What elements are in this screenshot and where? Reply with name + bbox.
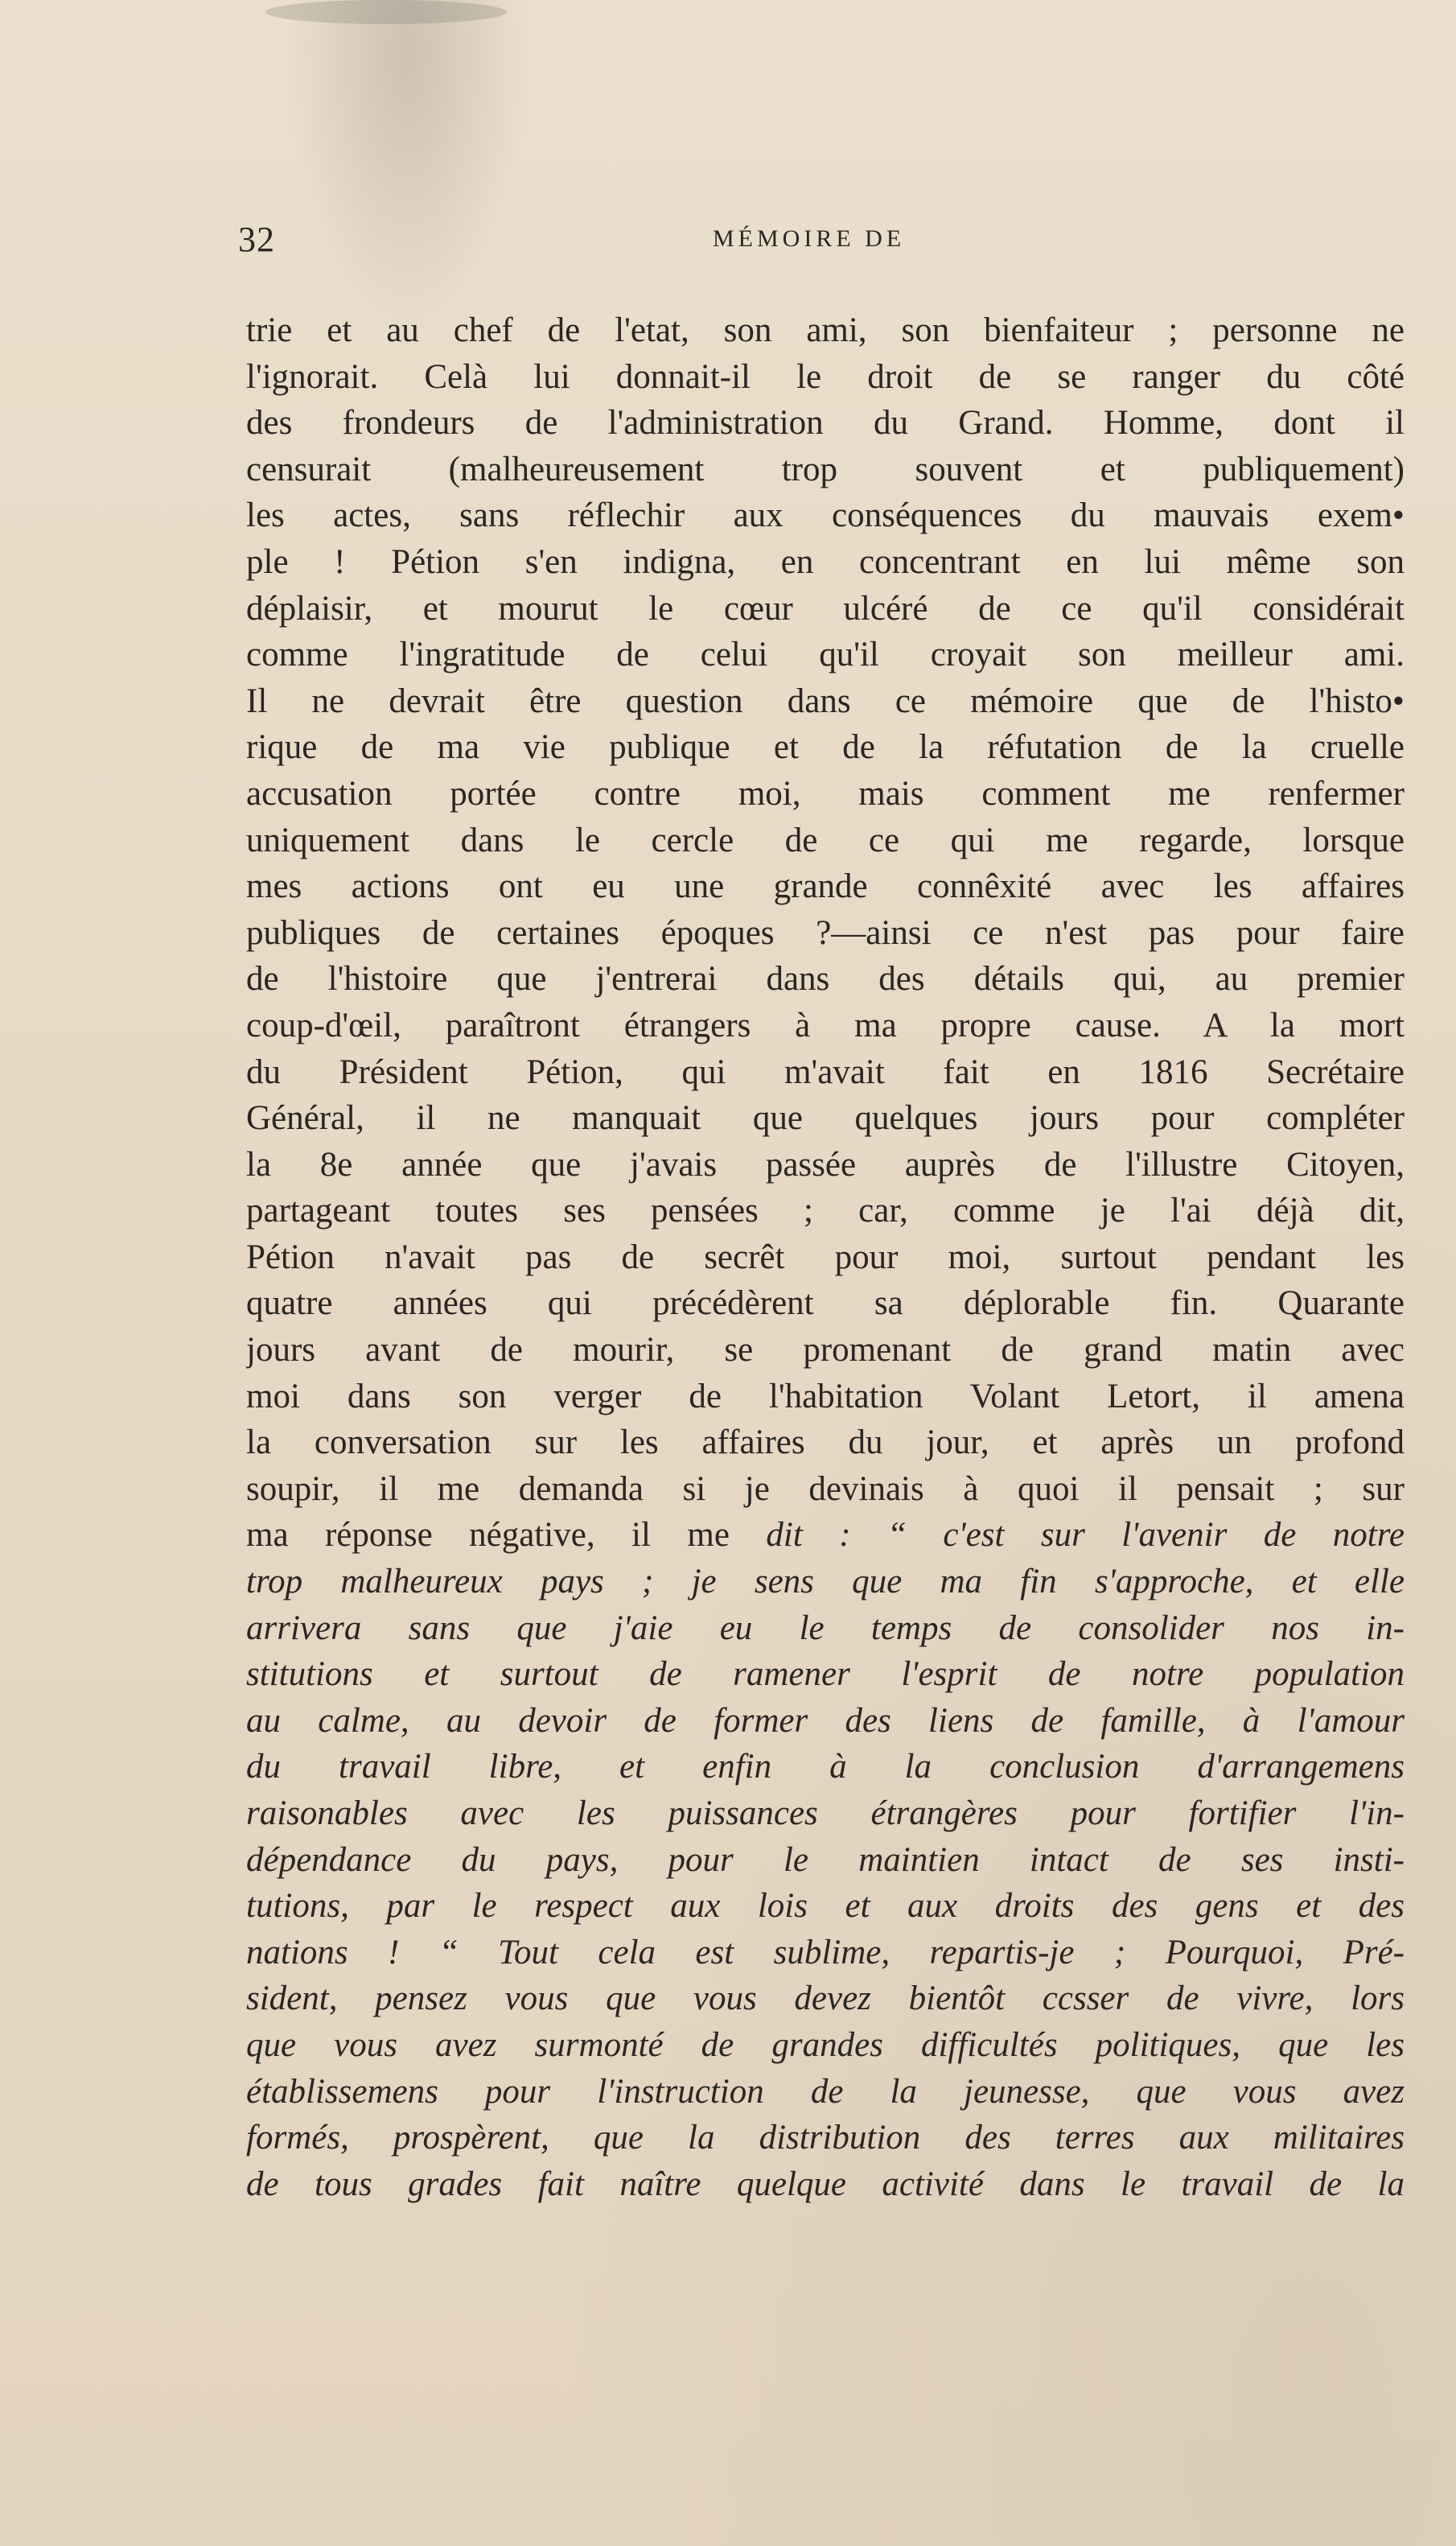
italic-line: sident, pensez vous que vous devez bientôt ccsser de vivre, lors bbox=[246, 1980, 1405, 2018]
running-head: MÉMOIRE DE bbox=[713, 225, 906, 252]
text-line: l'ignorait. Celà lui donnait-il le droit de se ranger du côté bbox=[246, 357, 1405, 396]
text-line: des frondeurs de l'administration du Grand. Homme, dont il bbox=[246, 404, 1405, 443]
text-line: comme l'ingratitude de celui qu'il croyait son meilleur ami. bbox=[246, 636, 1405, 674]
italic-line: formés, prospèrent, que la distribution des terres aux militaires bbox=[246, 2119, 1405, 2157]
italic-line: au calme, au devoir de former des liens de famille, à l'amour bbox=[246, 1701, 1405, 1740]
italic-segment: dit : “ c'est sur l'avenir de notre bbox=[766, 1516, 1405, 1555]
italic-line: nations ! “ Tout cela est sublime, repartis-je ; Pourquoi, Pré- bbox=[246, 1933, 1405, 1971]
italic-line: de tous grades fait naître quelque activité dans le travail de la bbox=[246, 2165, 1405, 2203]
text-line: coup-d'œil, paraîtront étrangers à ma propre cause. A la mort bbox=[246, 1006, 1405, 1044]
text-line: déplaisir, et mourut le cœur ulcéré de ce qu'il considérait bbox=[246, 589, 1405, 628]
text-line: trie et au chef de l'etat, son ami, son bienfaiteur ; personne ne bbox=[246, 311, 1405, 349]
text-line-mixed bbox=[246, 1512, 1405, 1559]
text-line: censurait (malheureusement trop souvent et publiquement) bbox=[246, 450, 1405, 488]
italic-line: du travail libre, et enfin à la conclusion d'arrangemens bbox=[246, 1748, 1405, 1786]
text-line: Pétion n'avait pas de secrêt pour moi, surtout pendant les bbox=[246, 1238, 1405, 1276]
roman-segment: ma réponse négative, il me bbox=[246, 1516, 767, 1555]
text-line: publiques de certaines époques ?—ainsi ce n'est pas pour faire bbox=[246, 913, 1405, 952]
text-line: jours avant de mourir, se promenant de grand matin avec bbox=[246, 1331, 1405, 1370]
text-line: rique de ma vie publique et de la réfutation de la cruelle bbox=[246, 728, 1405, 767]
text-line: accusation portée contre moi, mais comment me renfermer bbox=[246, 774, 1405, 813]
italic-line: raisonables avec les puissances étrangères pour fortifier l'in- bbox=[246, 1794, 1405, 1832]
text-line: la 8e année que j'avais passée auprès de l'illustre Citoyen, bbox=[246, 1145, 1405, 1184]
italic-line: stitutions et surtout de ramener l'esprit de notre population bbox=[246, 1655, 1405, 1694]
text-line: soupir, il me demanda si je devinais à quoi il pensait ; sur bbox=[246, 1469, 1405, 1508]
text-line: du Président Pétion, qui m'avait fait en 1816 Secrétaire bbox=[246, 1053, 1405, 1091]
italic-line: que vous avez surmonté de grandes difficultés politiques, que les bbox=[246, 2025, 1405, 2064]
italic-line: dépendance du pays, pour le maintien intact de ses insti- bbox=[246, 1840, 1405, 1879]
text-line: quatre années qui précédèrent sa déplorable fin. Quarante bbox=[246, 1284, 1405, 1323]
text-line: les actes, sans réflechir aux conséquences du mauvais exem• bbox=[246, 496, 1405, 535]
text-line: moi dans son verger de l'habitation Volant Letort, il amena bbox=[246, 1377, 1405, 1415]
italic-line: tutions, par le respect aux lois et aux droits des gens et des bbox=[246, 1887, 1405, 1926]
page-number: 32 bbox=[238, 220, 275, 259]
page-header bbox=[238, 219, 1405, 267]
text-line: Il ne devrait être question dans ce mémoire que de l'histo• bbox=[246, 682, 1405, 720]
text-line: mes actions ont eu une grande connêxité avec les affaires bbox=[246, 867, 1405, 906]
text-line: ple ! Pétion s'en indigna, en concentrant en lui même son bbox=[246, 542, 1405, 581]
text-line: uniquement dans le cercle de ce qui me regarde, lorsque bbox=[246, 821, 1405, 859]
italic-line: trop malheureux pays ; je sens que ma fin s'approche, et elle bbox=[246, 1563, 1405, 1601]
italic-line: établissemens pour l'instruction de la jeunesse, que vous avez bbox=[246, 2072, 1405, 2111]
text-line: de l'histoire que j'entrerai dans des détails qui, au premier bbox=[246, 960, 1405, 999]
page-stain bbox=[265, 0, 507, 24]
text-line: partageant toutes ses pensées ; car, comme je l'ai déjà dit, bbox=[246, 1192, 1405, 1230]
text-line: Général, il ne manquait que quelques jours pour compléter bbox=[246, 1099, 1405, 1138]
body-text bbox=[246, 307, 1405, 2207]
italic-line: arrivera sans que j'aie eu le temps de consolider nos in- bbox=[246, 1609, 1405, 1647]
text-line: la conversation sur les affaires du jour, et après un profond bbox=[246, 1423, 1405, 1462]
